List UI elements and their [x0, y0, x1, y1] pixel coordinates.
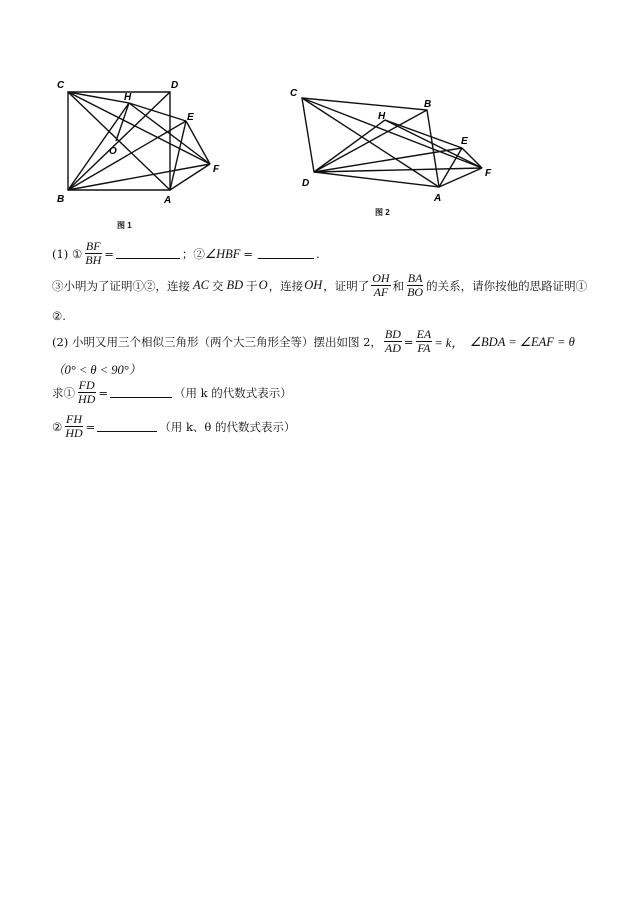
fraction-ea-fa: [416, 328, 433, 355]
frac-numerator: BF: [85, 239, 101, 253]
q1b-text-8: ②.: [52, 309, 66, 323]
q1b-text-7: 的关系，请你按他的思路证明①: [426, 278, 588, 293]
q2b-prefix: ②: [52, 419, 63, 434]
q1b-text-6: 和: [392, 278, 405, 293]
answer-blank-1[interactable]: [116, 248, 180, 259]
fig1-label-d: D: [171, 80, 179, 91]
fraction-bd-ad: [384, 328, 402, 355]
q1b-text-3: 于: [246, 278, 258, 293]
frac-denominator: AD: [384, 341, 401, 355]
fig2-label-e: E: [461, 136, 468, 147]
frac-denominator: AF: [373, 285, 389, 299]
fig1-label-a: A: [164, 195, 172, 206]
fig2-label-h: H: [378, 111, 386, 122]
equals: =: [243, 246, 254, 261]
figure-1-diagram: [50, 76, 240, 211]
frac-denominator: BO: [407, 285, 424, 299]
segment-bd: BD: [226, 278, 244, 292]
frac-numerator: FD: [78, 378, 95, 392]
point-o: O: [258, 278, 268, 292]
frac-denominator: HD: [78, 392, 96, 406]
fig1-label-c: C: [57, 80, 65, 91]
fig2-label-c: C: [290, 88, 298, 99]
fraction-fh-hd: [64, 413, 83, 440]
q1b-text-4: ，连接: [268, 278, 304, 293]
question-1-part3-line2: [52, 309, 66, 323]
figure-2-diagram: [282, 80, 502, 215]
theta-range: （0° < θ < 90°）: [52, 363, 142, 377]
question-2-part1-line: [52, 379, 292, 406]
frac-numerator: OH: [372, 271, 390, 285]
answer-blank-3[interactable]: [110, 387, 172, 398]
figure-2-caption: 图 2: [375, 208, 390, 217]
fraction-fd-hd: [77, 379, 96, 406]
q2b-hint: （用 k、θ 的代数式表示）: [159, 419, 296, 434]
fig1-label-e: E: [187, 112, 194, 123]
fig1-label-f: F: [213, 164, 220, 175]
figure-1-caption: 图 1: [117, 221, 132, 230]
angle-hbf: ∠HBF: [204, 246, 241, 261]
q2a-prefix: 求①: [52, 385, 75, 400]
fig1-label-o: O: [109, 146, 117, 157]
q1b-text-2: 交: [211, 278, 224, 293]
fraction-oh-af: [371, 272, 390, 299]
equals: =: [98, 385, 108, 400]
fig2-label-f: F: [485, 168, 492, 179]
equals-k: = k，: [434, 335, 464, 350]
angle-relation: ∠BDA = ∠EAF = θ: [469, 334, 575, 349]
frac-denominator: FA: [417, 341, 431, 355]
equals: =: [403, 334, 414, 349]
fig2-label-b: B: [424, 99, 432, 110]
q2a-hint: （用 k 的代数式表示）: [173, 385, 292, 400]
frac-numerator: FH: [65, 412, 82, 426]
frac-numerator: BA: [407, 271, 423, 285]
question-2-line: [52, 328, 575, 355]
fig2-label-a: A: [434, 193, 442, 204]
equals: =: [104, 246, 114, 261]
separator: ；②: [181, 246, 205, 261]
segment-ac: AC: [193, 278, 209, 292]
segment-oh: OH: [304, 278, 323, 292]
equals: =: [85, 419, 96, 434]
answer-blank-2[interactable]: [258, 248, 314, 259]
question-1-part3-line: [52, 272, 587, 299]
frac-numerator: BD: [384, 327, 401, 341]
fraction-ba-bo: [406, 272, 424, 299]
figure-1: [50, 76, 240, 211]
q1-prefix: (1) ①: [52, 246, 83, 261]
q1b-text-1: ③小明为了证明①②，连接: [52, 278, 190, 293]
figure-2: [282, 80, 502, 215]
fig1-label-h: H: [124, 92, 132, 103]
fraction-bf-bh: [84, 240, 102, 267]
frac-denominator: HD: [65, 426, 83, 440]
q2-text-1: (2) 小明又用三个相似三角形（两个大三角形全等）摆出如图 2，: [52, 334, 382, 349]
question-2-part2-line: [52, 413, 296, 440]
end-period: .: [316, 246, 320, 261]
q1b-text-5: ，证明了: [323, 278, 370, 293]
frac-denominator: BH: [85, 253, 102, 267]
frac-numerator: EA: [416, 327, 432, 341]
answer-blank-4[interactable]: [97, 421, 157, 432]
question-2-range-line: [52, 360, 141, 378]
fig1-label-b: B: [57, 194, 65, 205]
fig2-label-d: D: [302, 178, 310, 189]
question-1-line: [52, 240, 320, 267]
